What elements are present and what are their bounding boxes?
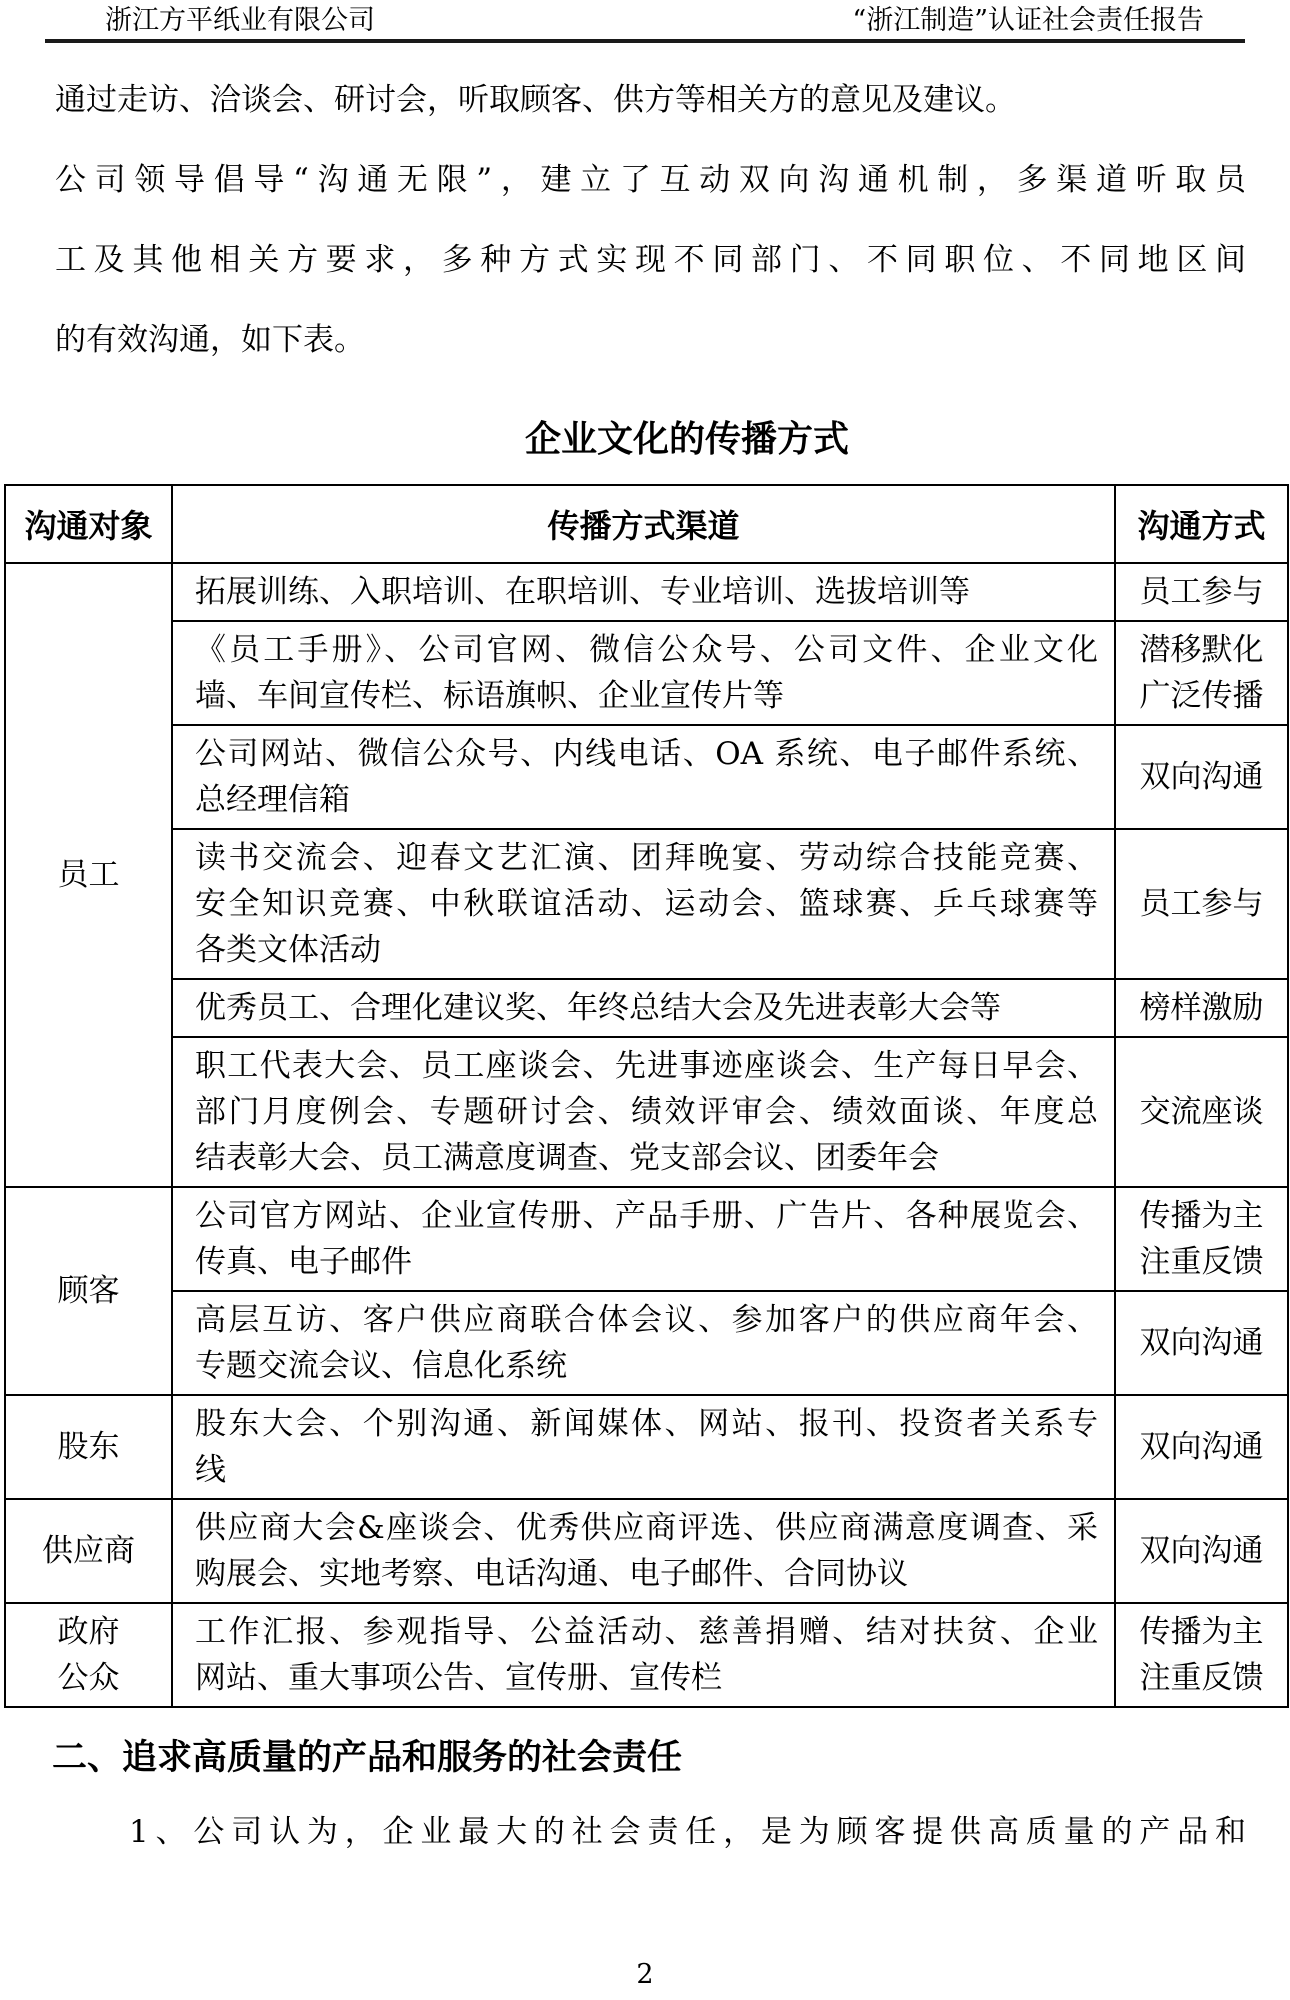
channel-cell (172, 1187, 1115, 1291)
method-cell (1115, 725, 1288, 829)
method-cell-line: 传播为主 (1139, 1198, 1264, 1234)
method-cell (1115, 621, 1288, 725)
channel-cell-line: 传真、电子邮件 (195, 1244, 412, 1280)
body-paragraph-2-line: 公司领导倡导“沟通无限”，建立了互动双向沟通机制，多渠道听取员 (55, 162, 1246, 198)
channel-cell-line: 总经理信箱 (195, 782, 350, 818)
audience-cell-line: 政府 (57, 1614, 120, 1650)
section-heading: 二、追求高质量的产品和服务的社会责任 (52, 1737, 683, 1778)
channel-cell-line: 购展会、实地考察、电话沟通、电子邮件、合同协议 (195, 1556, 908, 1592)
header-company-name: 浙江方平纸业有限公司 (105, 5, 375, 36)
channel-cell-line: 专题交流会议、信息化系统 (195, 1348, 567, 1384)
method-cell-line: 注重反馈 (1139, 1244, 1264, 1280)
channel-cell (172, 621, 1115, 725)
method-cell-line: 潜移默化 (1139, 632, 1264, 668)
channel-cell (172, 1291, 1115, 1395)
channel-cell-line: 安全知识竞赛、中秋联谊活动、运动会、篮球赛、乒乓球赛等 (195, 886, 1098, 922)
channel-cell-line: 《员工手册》、公司官网、微信公众号、公司文件、企业文化 (195, 632, 1098, 668)
body-paragraph-2-line: 工及其他相关方要求，多种方式实现不同部门、不同职位、不同地区间 (55, 242, 1246, 278)
table-row (5, 1037, 1288, 1187)
table-row (5, 725, 1288, 829)
method-cell-line: 广泛传播 (1139, 678, 1264, 714)
closing-paragraph-line: 1、公司认为，企业最大的社会责任，是为顾客提供高质量的产品和 (129, 1814, 1246, 1850)
body-paragraph-1 (55, 60, 1246, 140)
column-header-channel: 传播方式渠道 (172, 485, 1115, 563)
method-cell (1115, 829, 1288, 979)
table-row (5, 563, 1288, 621)
audience-cell (5, 563, 172, 1187)
channel-cell-line: 结表彰大会、员工满意度调查、党支部会议、团委年会 (195, 1140, 939, 1176)
channel-cell (172, 829, 1115, 979)
method-cell-line: 注重反馈 (1139, 1660, 1264, 1696)
method-cell (1115, 563, 1288, 621)
table-row (5, 1291, 1288, 1395)
audience-cell-line: 股东 (57, 1429, 120, 1465)
channel-cell-line: 工作汇报、参观指导、公益活动、慈善捐赠、结对扶贫、企业 (195, 1614, 1098, 1650)
body-paragraph-2 (55, 140, 1246, 380)
body-paragraph-1-line: 通过走访、洽谈会、研讨会，听取顾客、供方等相关方的意见及建议。 (55, 82, 1016, 118)
method-cell (1115, 1187, 1288, 1291)
method-cell (1115, 979, 1288, 1037)
column-header-method: 沟通方式 (1115, 485, 1288, 563)
channel-cell-line: 高层互访、客户供应商联合体会议、参加客户的供应商年会、 (195, 1302, 1098, 1338)
table-row (5, 1499, 1288, 1603)
method-cell-line: 榜样激励 (1139, 990, 1264, 1026)
table-title: 企业文化的传播方式 (524, 418, 849, 460)
method-cell (1115, 1499, 1288, 1603)
method-cell (1115, 1037, 1288, 1187)
page-number: 2 (636, 1959, 654, 1990)
channel-cell-line: 公司官方网站、企业宣传册、产品手册、广告片、各种展览会、 (195, 1198, 1098, 1234)
table-row (5, 1187, 1288, 1291)
method-cell-line: 员工参与 (1139, 574, 1264, 610)
audience-cell-line: 顾客 (57, 1273, 120, 1309)
method-cell-line: 双向沟通 (1139, 1533, 1264, 1569)
channel-cell-line: 墙、车间宣传栏、标语旗帜、企业宣传片等 (195, 678, 784, 714)
audience-cell-line: 供应商 (42, 1533, 135, 1569)
table-row (5, 621, 1288, 725)
method-cell-line: 交流座谈 (1139, 1094, 1264, 1130)
column-header-audience: 沟通对象 (5, 485, 172, 563)
channel-cell-line: 供应商大会&座谈会、优秀供应商评选、供应商满意度调查、采 (195, 1510, 1098, 1546)
channel-cell (172, 725, 1115, 829)
channel-cell-line: 线 (195, 1452, 226, 1488)
method-cell-line: 双向沟通 (1139, 1429, 1264, 1465)
method-cell (1115, 1395, 1288, 1499)
channel-cell (172, 1603, 1115, 1707)
channel-cell (172, 1395, 1115, 1499)
table-row (5, 829, 1288, 979)
audience-cell (5, 1395, 172, 1499)
table-row (5, 1395, 1288, 1499)
channel-cell-line: 拓展训练、入职培训、在职培训、专业培训、选拔培训等 (195, 574, 970, 610)
table-header-row (5, 485, 1288, 563)
channel-cell-line: 股东大会、个别沟通、新闻媒体、网站、报刊、投资者关系专 (195, 1406, 1098, 1442)
page-header (0, 0, 1290, 36)
table-body (5, 563, 1288, 1707)
header-rule (45, 39, 1245, 43)
channel-cell-line: 网站、重大事项公告、宣传册、宣传栏 (195, 1660, 722, 1696)
channel-cell-line: 公司网站、微信公众号、内线电话、OA 系统、电子邮件系统、 (195, 736, 1098, 772)
channel-cell (172, 1037, 1115, 1187)
audience-cell (5, 1603, 172, 1707)
channel-cell (172, 979, 1115, 1037)
method-cell-line: 双向沟通 (1139, 1325, 1264, 1361)
channel-cell (172, 1499, 1115, 1603)
channel-cell-line: 部门月度例会、专题研讨会、绩效评审会、绩效面谈、年度总 (195, 1094, 1098, 1130)
table-row (5, 1603, 1288, 1707)
method-cell-line: 双向沟通 (1139, 759, 1264, 795)
channel-cell-line: 读书交流会、迎春文艺汇演、团拜晚宴、劳动综合技能竞赛、 (195, 840, 1098, 876)
method-cell (1115, 1291, 1288, 1395)
channel-cell-line: 职工代表大会、员工座谈会、先进事迹座谈会、生产每日早会、 (195, 1048, 1098, 1084)
body-paragraph-2-line: 的有效沟通，如下表。 (55, 322, 365, 358)
audience-cell (5, 1499, 172, 1603)
audience-cell-line: 员工 (57, 857, 120, 893)
communication-table (4, 484, 1289, 1708)
header-report-title: “浙江制造”认证社会责任报告 (852, 5, 1204, 36)
closing-paragraph (55, 1792, 1246, 1872)
channel-cell (172, 563, 1115, 621)
method-cell-line: 传播为主 (1139, 1614, 1264, 1650)
method-cell (1115, 1603, 1288, 1707)
audience-cell-line: 公众 (57, 1660, 120, 1696)
channel-cell-line: 各类文体活动 (195, 932, 381, 968)
method-cell-line: 员工参与 (1139, 886, 1264, 922)
table-row (5, 979, 1288, 1037)
audience-cell (5, 1187, 172, 1395)
channel-cell-line: 优秀员工、合理化建议奖、年终总结大会及先进表彰大会等 (195, 990, 1001, 1026)
